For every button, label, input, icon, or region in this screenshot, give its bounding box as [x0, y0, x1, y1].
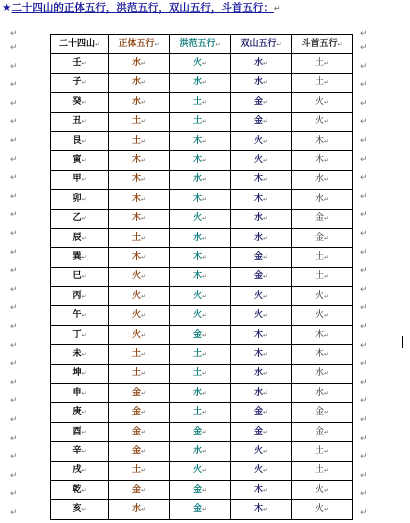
cell-mountain: 庚↵ — [51, 403, 109, 422]
cell-hongfan: 水↵ — [170, 73, 231, 92]
cell-mountain: 巳↵ — [51, 267, 109, 286]
star-icon: ★ — [2, 2, 12, 14]
cell-hongfan: 木↵ — [170, 248, 231, 267]
cell-shuangshan: 火↵ — [231, 287, 292, 306]
cell-mountain: 艮↵ — [51, 131, 109, 150]
cell-doushou: 火↵ — [292, 112, 353, 131]
paragraph-mark-icon: ↵ — [360, 415, 368, 425]
table-row — [51, 384, 353, 403]
cell-doushou: 金↵ — [292, 228, 353, 247]
paragraph-mark-icon: ↵ — [360, 396, 368, 407]
paragraph-mark-icon: ↵ — [360, 377, 368, 388]
paragraph-mark-icon: ↵ — [10, 173, 18, 184]
table-row — [51, 151, 353, 170]
cell-zhengti: 金↵ — [109, 384, 170, 403]
cell-hongfan: 火↵ — [170, 54, 231, 73]
table-row — [51, 54, 353, 73]
cell-hongfan: 木↵ — [170, 267, 231, 286]
table-row — [51, 190, 353, 209]
header-hongfan: 洪范五行↵ — [170, 35, 231, 54]
cell-shuangshan: 火↵ — [231, 442, 292, 461]
cell-doushou: 金↵ — [292, 403, 353, 422]
cell-shuangshan: 金↵ — [231, 248, 292, 267]
cell-mountain: 亥↵ — [51, 500, 109, 519]
paragraph-mark-icon: ↵ — [360, 229, 368, 239]
header-shuangshan: 双山五行↵ — [231, 35, 292, 54]
paragraph-mark-icon: ↵ — [10, 43, 18, 53]
cell-zhengti: 木↵ — [109, 190, 170, 209]
cell-mountain: 丙↵ — [51, 287, 109, 306]
cell-shuangshan: 金↵ — [231, 93, 292, 112]
cell-hongfan: 木↵ — [170, 151, 231, 170]
cell-shuangshan: 金↵ — [231, 403, 292, 422]
table-row — [51, 422, 353, 441]
paragraph-mark-icon: ↵ — [360, 43, 368, 53]
paragraph-mark-icon: ↵ — [360, 322, 368, 332]
cell-hongfan: 土↵ — [170, 403, 231, 422]
cell-shuangshan: 金↵ — [231, 112, 292, 131]
paragraph-mark-icon: ↵ — [10, 61, 18, 72]
cell-shuangshan: 火↵ — [231, 461, 292, 480]
paragraph-mark-icon: ↵ — [360, 136, 368, 146]
paragraph-mark-icon: ↵ — [360, 117, 368, 128]
cell-mountain: 甲↵ — [51, 170, 109, 189]
cell-shuangshan: 水↵ — [231, 73, 292, 92]
cell-hongfan: 火↵ — [170, 306, 231, 325]
cell-shuangshan: 水↵ — [231, 54, 292, 73]
cell-zhengti: 土↵ — [109, 364, 170, 383]
cell-hongfan: 火↵ — [170, 209, 231, 228]
table-row — [51, 403, 353, 422]
cell-doushou: 金↵ — [292, 209, 353, 228]
cell-mountain: 申↵ — [51, 384, 109, 403]
paragraph-mark-icon: ↵ — [10, 29, 18, 39]
cell-mountain: 酉↵ — [51, 422, 109, 441]
cell-zhengti: 土↵ — [109, 131, 170, 150]
paragraph-mark-icon: ↵ — [360, 29, 368, 39]
table-row — [51, 248, 353, 267]
cell-zhengti: 土↵ — [109, 461, 170, 480]
table-row — [51, 480, 353, 499]
cell-hongfan: 土↵ — [170, 345, 231, 364]
text-cursor — [402, 336, 403, 348]
paragraph-mark-icon: ↵ — [360, 433, 368, 444]
cell-zhengti: 木↵ — [109, 248, 170, 267]
table-row — [51, 170, 353, 189]
paragraph-mark-icon: ↵ — [10, 359, 18, 370]
paragraph-mark-icon: ↵ — [10, 415, 18, 425]
cell-zhengti: 火↵ — [109, 306, 170, 325]
cell-doushou: 土↵ — [292, 54, 353, 73]
cell-zhengti: 木↵ — [109, 170, 170, 189]
paragraph-mark-icon: ↵ — [360, 508, 368, 518]
cell-mountain: 午↵ — [51, 306, 109, 325]
cell-doushou: 土↵ — [292, 73, 353, 92]
cell-mountain: 子↵ — [51, 73, 109, 92]
paragraph-mark-icon: ↵ — [360, 359, 368, 370]
cell-doushou: 火↵ — [292, 287, 353, 306]
cell-shuangshan: 木↵ — [231, 170, 292, 189]
table-row — [51, 93, 353, 112]
paragraph-mark-icon: ↵ — [10, 210, 18, 221]
paragraph-mark-icon: ↵ — [10, 247, 18, 258]
cell-mountain: 乾↵ — [51, 480, 109, 499]
cell-shuangshan: 木↵ — [231, 480, 292, 499]
table-header-row — [51, 35, 353, 54]
cell-hongfan: 金↵ — [170, 500, 231, 519]
cell-doushou: 水↵ — [292, 170, 353, 189]
cell-zhengti: 水↵ — [109, 93, 170, 112]
paragraph-mark-icon: ↵ — [360, 340, 368, 351]
cell-zhengti: 火↵ — [109, 287, 170, 306]
cell-mountain: 癸↵ — [51, 93, 109, 112]
cell-shuangshan: 水↵ — [231, 209, 292, 228]
cell-hongfan: 土↵ — [170, 112, 231, 131]
paragraph-mark-icon: ↵ — [10, 396, 18, 407]
five-elements-table — [50, 34, 353, 520]
cell-doushou: 土↵ — [292, 461, 353, 480]
table-row — [51, 461, 353, 480]
paragraph-mark-icon: ↵ — [360, 80, 368, 91]
paragraph-mark-icon: ↵ — [10, 470, 18, 481]
cell-shuangshan: 金↵ — [231, 422, 292, 441]
cell-doushou: 木↵ — [292, 345, 353, 364]
cell-zhengti: 火↵ — [109, 325, 170, 344]
header-zhengti: 正体五行↵ — [109, 35, 170, 54]
cell-shuangshan: 木↵ — [231, 190, 292, 209]
cell-shuangshan: 水↵ — [231, 384, 292, 403]
cell-shuangshan: 木↵ — [231, 500, 292, 519]
table-row — [51, 228, 353, 247]
cell-mountain: 巽↵ — [51, 248, 109, 267]
cell-mountain: 坤↵ — [51, 364, 109, 383]
cell-hongfan: 金↵ — [170, 422, 231, 441]
paragraph-mark-icon: ↵ — [360, 173, 368, 184]
cell-zhengti: 水↵ — [109, 73, 170, 92]
paragraph-mark-icon: ↵ — [10, 117, 18, 128]
cell-shuangshan: 木↵ — [231, 345, 292, 364]
cell-mountain: 戌↵ — [51, 461, 109, 480]
paragraph-mark-icon: ↵ — [360, 210, 368, 221]
paragraph-mark-icon: ↵ — [10, 136, 18, 146]
table-row — [51, 364, 353, 383]
cell-mountain: 壬↵ — [51, 54, 109, 73]
cell-doushou: 土↵ — [292, 442, 353, 461]
cell-mountain: 卯↵ — [51, 190, 109, 209]
cell-hongfan: 金↵ — [170, 480, 231, 499]
header-doushou: 斗首五行↵ — [292, 35, 353, 54]
paragraph-mark-icon: ↵ — [10, 80, 18, 91]
cell-shuangshan: 火↵ — [231, 131, 292, 150]
paragraph-mark-icon: ↵ — [10, 508, 18, 518]
cell-zhengti: 水↵ — [109, 54, 170, 73]
cell-zhengti: 土↵ — [109, 112, 170, 131]
paragraph-mark-icon: ↵ — [10, 154, 18, 165]
cell-doushou: 土↵ — [292, 267, 353, 286]
cell-doushou: 火↵ — [292, 500, 353, 519]
table-row — [51, 325, 353, 344]
cell-mountain: 辰↵ — [51, 228, 109, 247]
cell-shuangshan: 水↵ — [231, 364, 292, 383]
paragraph-mark-icon: ↵ — [10, 377, 18, 388]
cell-hongfan: 木↵ — [170, 131, 231, 150]
paragraph-mark-icon: ↵ — [360, 266, 368, 277]
cell-shuangshan: 火↵ — [231, 151, 292, 170]
cell-doushou: 水↵ — [292, 190, 353, 209]
cell-doushou: 火↵ — [292, 480, 353, 499]
cell-hongfan: 土↵ — [170, 364, 231, 383]
cell-zhengti: 金↵ — [109, 480, 170, 499]
paragraph-mark-icon: ↵ — [10, 340, 18, 351]
table-row — [51, 500, 353, 519]
cell-zhengti: 金↵ — [109, 403, 170, 422]
paragraph-mark-icon: ↵ — [360, 284, 368, 295]
header-mountain: 二十四山↵ — [51, 35, 109, 54]
table-row — [51, 287, 353, 306]
paragraph-mark-icon: ↵ — [360, 191, 368, 202]
paragraph-mark-icon: ↵ — [10, 322, 18, 332]
table-row — [51, 73, 353, 92]
cell-mountain: 未↵ — [51, 345, 109, 364]
paragraph-mark-icon: ↵ — [10, 303, 18, 314]
cell-doushou: 木↵ — [292, 131, 353, 150]
cell-doushou: 水↵ — [292, 364, 353, 383]
cell-mountain: 丑↵ — [51, 112, 109, 131]
cell-shuangshan: 火↵ — [231, 306, 292, 325]
cell-hongfan: 土↵ — [170, 93, 231, 112]
paragraph-mark-icon: ↵ — [360, 247, 368, 258]
paragraph-mark-icon: ↵ — [360, 154, 368, 165]
cell-doushou: 木↵ — [292, 325, 353, 344]
cell-hongfan: 水↵ — [170, 170, 231, 189]
paragraph-mark-icon: ↵ — [10, 452, 18, 463]
cell-zhengti: 木↵ — [109, 209, 170, 228]
cell-doushou: 木↵ — [292, 151, 353, 170]
paragraph-mark-icon: ↵ — [360, 489, 368, 500]
cell-hongfan: 金↵ — [170, 325, 231, 344]
cell-hongfan: 火↵ — [170, 461, 231, 480]
cell-zhengti: 木↵ — [109, 151, 170, 170]
cell-zhengti: 水↵ — [109, 500, 170, 519]
paragraph-mark-icon: ↵ — [360, 61, 368, 72]
table-row — [51, 112, 353, 131]
cell-doushou: 水↵ — [292, 384, 353, 403]
paragraph-mark-icon: ↵ — [10, 284, 18, 295]
paragraph-mark-icon: ↵ — [10, 266, 18, 277]
cell-mountain: 寅↵ — [51, 151, 109, 170]
paragraph-mark-icon: ↵ — [10, 98, 18, 109]
cell-hongfan: 水↵ — [170, 384, 231, 403]
table-row — [51, 131, 353, 150]
paragraph-mark-icon: ↵ — [360, 470, 368, 481]
table-row — [51, 345, 353, 364]
cell-doushou: 火↵ — [292, 93, 353, 112]
cell-mountain: 辛↵ — [51, 442, 109, 461]
paragraph-mark-icon: ↵ — [10, 229, 18, 239]
paragraph-mark-icon: ↵ — [360, 98, 368, 109]
cell-mountain: 乙↵ — [51, 209, 109, 228]
cell-zhengti: 金↵ — [109, 442, 170, 461]
paragraph-mark-icon: ↵ — [10, 489, 18, 500]
cell-hongfan: 水↵ — [170, 442, 231, 461]
cell-shuangshan: 木↵ — [231, 325, 292, 344]
cell-shuangshan: 金↵ — [231, 267, 292, 286]
table-row — [51, 306, 353, 325]
document-heading — [2, 1, 406, 16]
cell-zhengti: 土↵ — [109, 228, 170, 247]
paragraph-mark-icon: ↵ — [10, 191, 18, 202]
paragraph-mark-icon: ↵ — [360, 303, 368, 314]
cell-hongfan: 木↵ — [170, 190, 231, 209]
cell-zhengti: 火↵ — [109, 267, 170, 286]
cell-zhengti: 金↵ — [109, 422, 170, 441]
cell-shuangshan: 水↵ — [231, 228, 292, 247]
cell-doushou: 火↵ — [292, 306, 353, 325]
table-row — [51, 442, 353, 461]
paragraph-mark-icon: ↵ — [10, 433, 18, 444]
cell-doushou: 土↵ — [292, 248, 353, 267]
paragraph-mark-icon: ↵ — [273, 4, 281, 13]
table-row — [51, 209, 353, 228]
heading-text: 二十四山的正体五行，洪范五行，双山五行，斗首五行： — [11, 2, 274, 14]
cell-hongfan: 火↵ — [170, 287, 231, 306]
paragraph-mark-icon: ↵ — [360, 452, 368, 463]
cell-doushou: 金↵ — [292, 422, 353, 441]
cell-mountain: 丁↵ — [51, 325, 109, 344]
cell-hongfan: 水↵ — [170, 228, 231, 247]
cell-zhengti: 土↵ — [109, 345, 170, 364]
table-row — [51, 267, 353, 286]
